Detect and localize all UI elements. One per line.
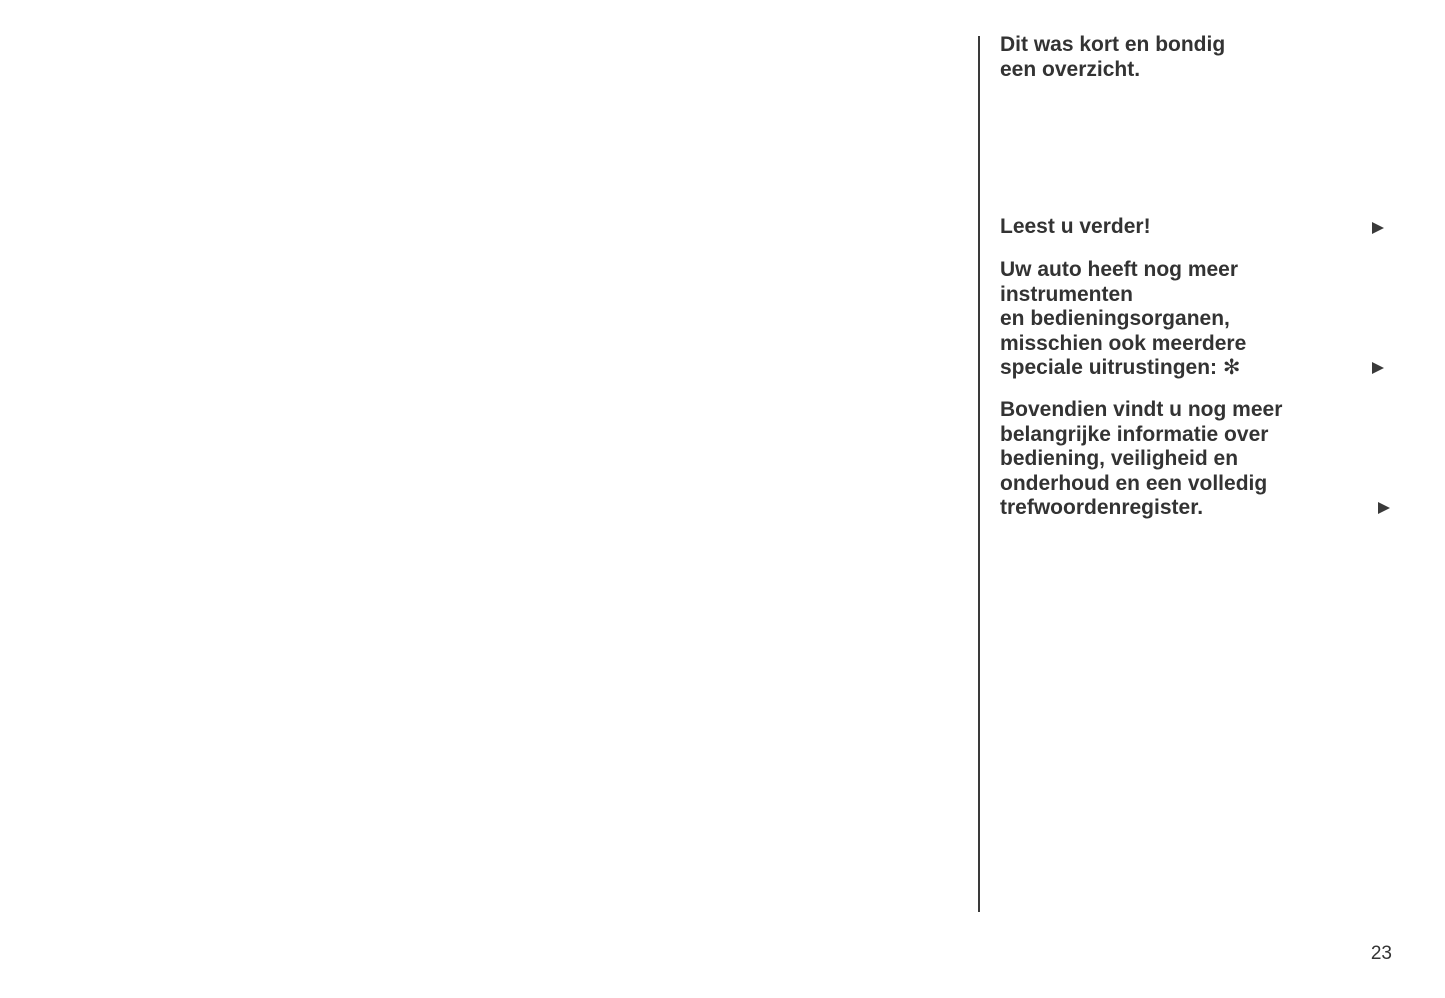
more-info-line: onderhoud en een volledig (1000, 471, 1268, 495)
continue-reading-line: Leest u verder! (1000, 215, 1151, 238)
more-info-line: belangrijke informatie over (1000, 422, 1269, 446)
more-info-line: Bovendien vindt u nog meer (1000, 398, 1283, 421)
right-triangle-icon (1372, 222, 1384, 234)
intro-line: een overzicht. (1000, 57, 1141, 81)
more-equipment-line: en bedieningsorganen, (1000, 307, 1230, 330)
right-triangle-icon (1378, 502, 1390, 514)
intro-text (1000, 33, 1310, 82)
continue-reading-text (1000, 215, 1310, 240)
more-equipment-line: instrumenten (1000, 282, 1134, 306)
more-equipment-line: Uw auto heeft nog meer (1000, 258, 1239, 281)
page-number: 23 (1370, 943, 1392, 964)
more-equipment-text (1000, 258, 1310, 381)
more-equipment-line: speciale uitrustingen: ✻ (1000, 356, 1241, 379)
intro-line: Dit was kort en bondig (1000, 33, 1226, 56)
more-info-line: trefwoordenregister. (1000, 496, 1204, 519)
more-info-text (1000, 398, 1310, 521)
right-triangle-icon (1372, 362, 1384, 374)
column-divider (978, 36, 980, 912)
more-equipment-line: misschien ook meerdere (1000, 331, 1247, 355)
more-info-line: bediening, veiligheid en (1000, 447, 1239, 470)
